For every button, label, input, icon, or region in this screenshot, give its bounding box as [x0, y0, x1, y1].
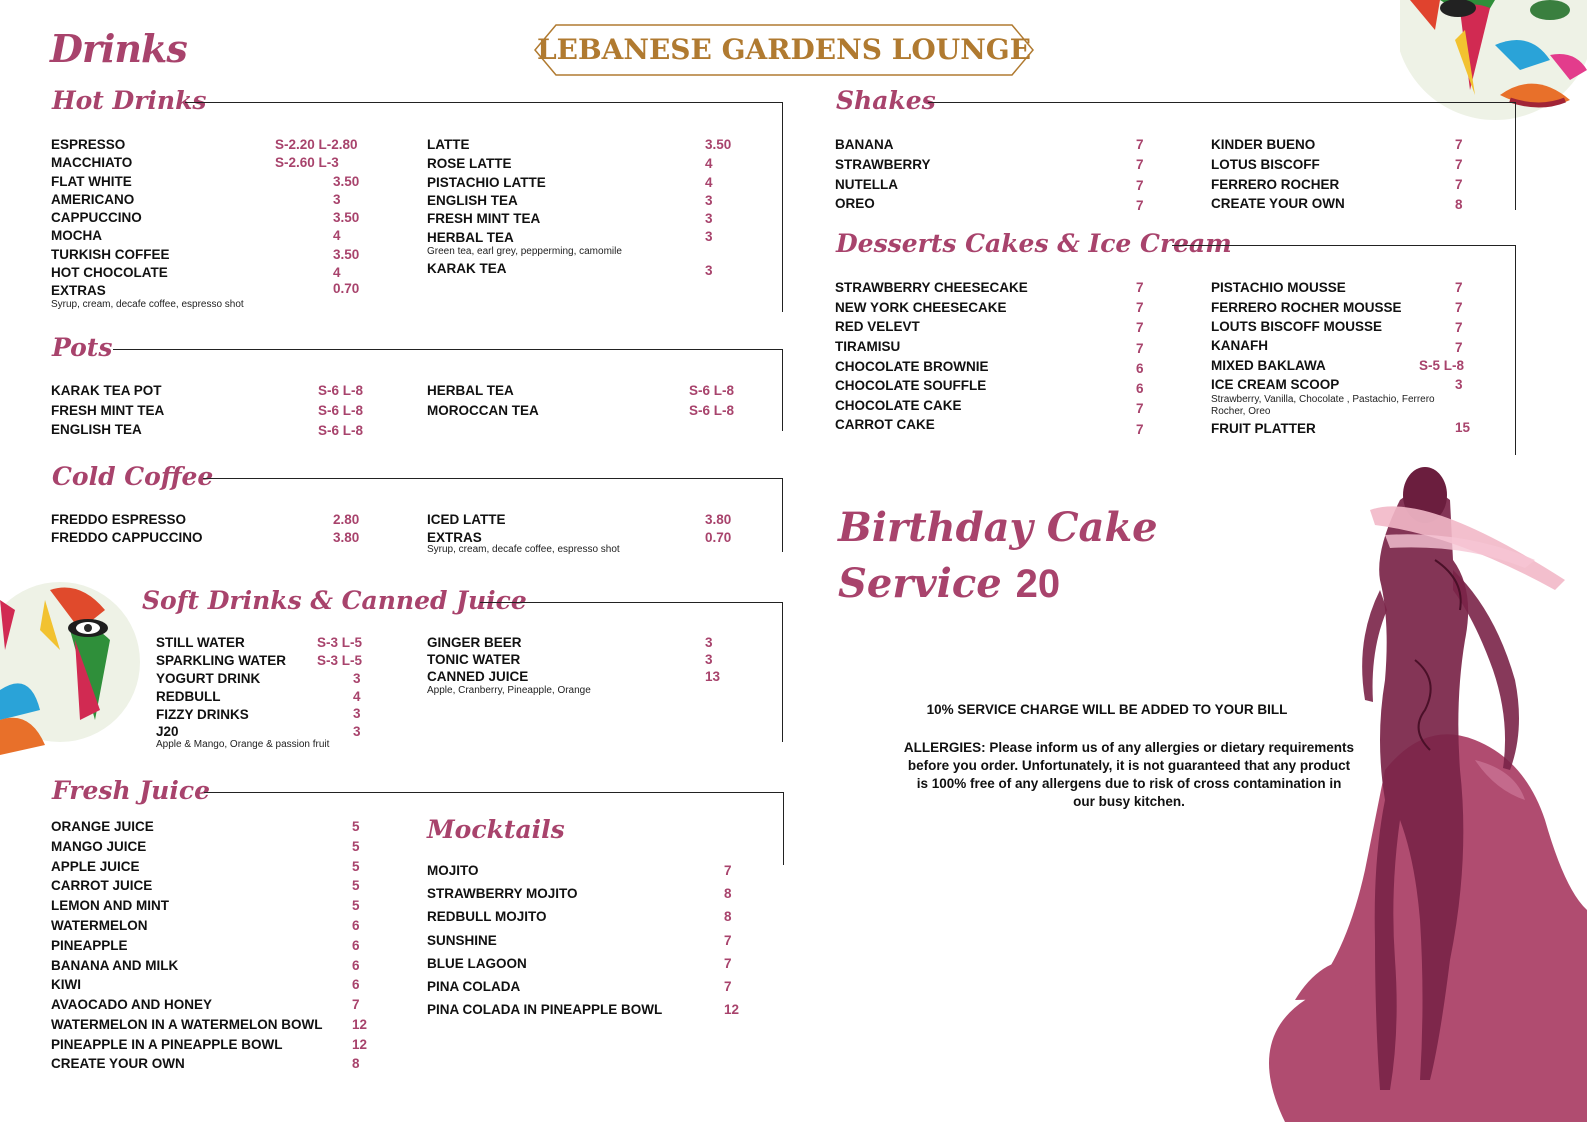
birthday-service-label: Service: [838, 560, 1002, 607]
menu-price: 12: [724, 1002, 740, 1017]
menu-item: HERBAL TEA: [427, 383, 514, 398]
menu-item: LEMON AND MINT: [51, 898, 169, 913]
menu-item: FRUIT PLATTER: [1211, 421, 1316, 436]
menu-price: 6: [352, 958, 360, 973]
menu-price: 7: [1136, 198, 1144, 213]
menu-price: S-6 L-8: [318, 383, 364, 398]
face-art-top-right: [1400, 0, 1587, 125]
cold-coffee-rule: [203, 478, 783, 479]
menu-price: 4: [705, 156, 713, 171]
menu-price: 5: [352, 878, 360, 893]
menu-price: 3: [705, 263, 713, 278]
menu-price: 3: [353, 724, 361, 739]
birthday-cake-line-2: [838, 560, 1060, 607]
menu-price: 7: [724, 956, 732, 971]
menu-price: 7: [724, 863, 732, 878]
menu-price: 7: [1136, 320, 1144, 335]
menu-item: KINDER BUENO: [1211, 137, 1316, 152]
menu-price: 8: [724, 886, 732, 901]
pots-rule: [113, 349, 783, 350]
menu-price: 5: [352, 819, 360, 834]
menu-price: 8: [352, 1056, 360, 1071]
menu-item: AMERICANO: [51, 192, 135, 207]
allergies-line-4: our busy kitchen.: [1073, 794, 1185, 809]
face-art-left: [0, 570, 140, 755]
menu-item: RED VELEVT: [835, 319, 920, 334]
brand-name: LEBANESE GARDENS LOUNGE: [536, 33, 1032, 66]
menu-item: OREO: [835, 196, 875, 211]
menu-price: 6: [352, 918, 360, 933]
menu-price: 4: [705, 175, 713, 190]
desserts-title: Desserts Cakes & Ice Cream: [836, 229, 1232, 258]
menu-item: HERBAL TEA: [427, 230, 514, 245]
menu-item: PINEAPPLE IN A PINEAPPLE BOWL: [51, 1037, 283, 1052]
soft-drinks-rule-vertical: [782, 602, 783, 742]
menu-item: REDBULL: [156, 689, 221, 704]
menu-price: S-2.60 L-3: [275, 155, 339, 170]
menu-price: 7: [1136, 341, 1144, 356]
menu-item: BANANA: [835, 137, 894, 152]
menu-item: FIZZY DRINKS: [156, 707, 249, 722]
menu-item: FRESH MINT TEA: [51, 403, 165, 418]
menu-item: ENGLISH TEA: [427, 193, 518, 208]
menu-item: KARAK TEA: [427, 261, 507, 276]
menu-item: LOTUS BISCOFF: [1211, 157, 1320, 172]
shakes-title: Shakes: [836, 86, 936, 115]
menu-item: CARROT JUICE: [51, 878, 153, 893]
menu-price: 7: [1136, 157, 1144, 172]
menu-price: 3: [353, 706, 361, 721]
menu-item: TIRAMISU: [835, 339, 901, 354]
menu-item: TONIC WATER: [427, 652, 521, 667]
menu-item: PINEAPPLE: [51, 938, 128, 953]
menu-price: 5: [352, 859, 360, 874]
allergies-line-3: is 100% free of any allergens due to risk of cross contamination in: [916, 776, 1342, 791]
menu-item: LOUTS BISCOFF MOUSSE: [1211, 319, 1383, 334]
menu-price: 7: [1455, 300, 1463, 315]
desserts-rule-vertical: [1515, 245, 1516, 455]
menu-item: KARAK TEA POT: [51, 383, 162, 398]
menu-item: ICED LATTE: [427, 512, 506, 527]
menu-price: 12: [352, 1017, 368, 1032]
desserts-rule: [1172, 245, 1516, 246]
brand-banner: [534, 24, 1034, 76]
menu-price: 3.50: [333, 210, 360, 225]
item-note: Strawberry, Vanilla, Chocolate , Pastachio, Ferrero: [1211, 394, 1435, 405]
menu-price: 7: [1455, 177, 1463, 192]
menu-price: 0.70: [333, 281, 360, 296]
menu-item: FERRERO ROCHER: [1211, 177, 1340, 192]
item-note: Apple & Mango, Orange & passion fruit: [156, 739, 330, 750]
menu-item: CREATE YOUR OWN: [1211, 196, 1345, 211]
menu-item: LATTE: [427, 137, 470, 152]
menu-price: 13: [705, 669, 721, 684]
item-note: Rocher, Oreo: [1211, 406, 1271, 417]
menu-price: 7: [1455, 137, 1463, 152]
fresh-juice-title: Fresh Juice: [52, 776, 210, 805]
menu-price: 3.80: [705, 512, 732, 527]
menu-price: 6: [1136, 361, 1144, 376]
menu-item: EXTRAS: [427, 530, 482, 545]
menu-item: STRAWBERRY: [835, 157, 931, 172]
menu-item: SUNSHINE: [427, 933, 497, 948]
menu-price: 5: [352, 839, 360, 854]
menu-item: HOT CHOCOLATE: [51, 265, 168, 280]
menu-item: BLUE LAGOON: [427, 956, 527, 971]
menu-title: Drinks: [50, 26, 187, 71]
menu-item: CARROT CAKE: [835, 417, 935, 432]
menu-price: S-2.20 L-2.80: [275, 137, 358, 152]
menu-price: 7: [352, 997, 360, 1012]
cold-coffee-rule-vertical: [782, 478, 783, 552]
menu-price: 2.80: [333, 512, 360, 527]
menu-price: 5: [352, 898, 360, 913]
menu-item: PISTACHIO MOUSSE: [1211, 280, 1346, 295]
menu-item: FRESH MINT TEA: [427, 211, 541, 226]
menu-item: STRAWBERRY MOJITO: [427, 886, 578, 901]
menu-item: NEW YORK CHEESECAKE: [835, 300, 1007, 315]
menu-item: ORANGE JUICE: [51, 819, 154, 834]
menu-price: 6: [352, 938, 360, 953]
menu-price: 3: [705, 652, 713, 667]
menu-price: S-6 L-8: [318, 403, 364, 418]
menu-price: 7: [724, 933, 732, 948]
cold-coffee-title: Cold Coffee: [52, 462, 214, 491]
menu-item: PISTACHIO LATTE: [427, 175, 546, 190]
menu-item: ROSE LATTE: [427, 156, 512, 171]
menu-item: AVAOCADO AND HONEY: [51, 997, 213, 1012]
item-note: Syrup, cream, decafe coffee, espresso shot: [427, 544, 620, 555]
menu-price: 3.80: [333, 530, 360, 545]
menu-item: FERRERO ROCHER MOUSSE: [1211, 300, 1402, 315]
fresh-juice-rule: [204, 792, 784, 793]
menu-item: APPLE JUICE: [51, 859, 140, 874]
menu-price: 3: [705, 193, 713, 208]
menu-item: MOCHA: [51, 228, 102, 243]
menu-item: MANGO JUICE: [51, 839, 147, 854]
menu-price: 3: [353, 671, 361, 686]
mocktails-title: Mocktails: [427, 815, 565, 844]
menu-item: KANAFH: [1211, 338, 1268, 353]
menu-item: ESPRESSO: [51, 137, 126, 152]
menu-price: 3: [705, 635, 713, 650]
menu-price: S-3 L-5: [317, 635, 363, 650]
menu-item: CAPPUCCINO: [51, 210, 142, 225]
menu-item: PINA COLADA: [427, 979, 521, 994]
menu-price: 7: [1136, 178, 1144, 193]
birthday-service-price: 20: [1015, 562, 1061, 606]
menu-price: 0.70: [705, 530, 732, 545]
soft-drinks-title: Soft Drinks & Canned Juice: [142, 586, 527, 615]
menu-price: 12: [352, 1037, 368, 1052]
menu-item: FLAT WHITE: [51, 174, 132, 189]
menu-item: MIXED BAKLAWA: [1211, 358, 1326, 373]
menu-price: 3: [1455, 377, 1463, 392]
birthday-cake-line-1: Birthday Cake: [838, 504, 1158, 551]
menu-price: 7: [1136, 137, 1144, 152]
item-note: Green tea, earl grey, pepperming, camomile: [427, 246, 622, 257]
menu-item: CHOCOLATE BROWNIE: [835, 359, 989, 374]
menu-item: J20: [156, 724, 179, 739]
menu-price: 8: [1455, 197, 1463, 212]
menu-item: SPARKLING WATER: [156, 653, 286, 668]
menu-item: CHOCOLATE CAKE: [835, 398, 962, 413]
menu-price: 8: [724, 909, 732, 924]
menu-price: 3: [705, 229, 713, 244]
menu-price: S-6 L-8: [689, 383, 735, 398]
menu-item: GINGER BEER: [427, 635, 522, 650]
menu-price: S-3 L-5: [317, 653, 363, 668]
allergies-line-1: ALLERGIES: Please inform us of any allergies or dietary requirements: [903, 740, 1355, 755]
menu-price: 6: [1136, 381, 1144, 396]
menu-price: 3: [705, 211, 713, 226]
menu-item: MOROCCAN TEA: [427, 403, 539, 418]
menu-price: 3.50: [333, 174, 360, 189]
soft-drinks-rule: [480, 602, 783, 603]
menu-item: FREDDO CAPPUCCINO: [51, 530, 203, 545]
menu-price: S-6 L-8: [689, 403, 735, 418]
menu-price: S-6 L-8: [318, 423, 364, 438]
menu-price: 6: [352, 977, 360, 992]
hot-drinks-rule-vertical: [782, 102, 783, 312]
menu-item: WATERMELON: [51, 918, 148, 933]
menu-item: KIWI: [51, 977, 81, 992]
menu-item: ICE CREAM SCOOP: [1211, 377, 1340, 392]
menu-item: NUTELLA: [835, 177, 898, 192]
menu-item: PINA COLADA IN PINEAPPLE BOWL: [427, 1002, 663, 1017]
menu-price: 7: [724, 979, 732, 994]
shakes-rule-vertical: [1515, 102, 1516, 210]
hot-drinks-title: Hot Drinks: [52, 86, 207, 115]
menu-item: MOJITO: [427, 863, 479, 878]
menu-price: 7: [1136, 401, 1144, 416]
menu-price: 7: [1455, 157, 1463, 172]
menu-price: 7: [1136, 280, 1144, 295]
menu-price: 4: [333, 265, 341, 280]
menu-item: CANNED JUICE: [427, 669, 529, 684]
menu-item: BANANA AND MILK: [51, 958, 179, 973]
hot-drinks-rule: [185, 102, 783, 103]
menu-item: YOGURT DRINK: [156, 671, 261, 686]
menu-item: CREATE YOUR OWN: [51, 1056, 185, 1071]
fresh-juice-rule-vertical: [783, 792, 784, 865]
menu-price: 7: [1136, 300, 1144, 315]
item-note: Syrup, cream, decafe coffee, espresso shot: [51, 299, 244, 310]
menu-price: S-5 L-8: [1419, 358, 1465, 373]
service-charge-notice: 10% SERVICE CHARGE WILL BE ADDED TO YOUR BILL: [926, 702, 1288, 717]
menu-item: CHOCOLATE SOUFFLE: [835, 378, 987, 393]
menu-item: REDBULL MOJITO: [427, 909, 547, 924]
menu-price: 7: [1455, 280, 1463, 295]
menu-item: EXTRAS: [51, 283, 106, 298]
menu-price: 4: [353, 689, 361, 704]
menu-price: 7: [1455, 320, 1463, 335]
menu-price: 3: [333, 192, 341, 207]
menu-price: 15: [1455, 420, 1471, 435]
shakes-rule: [928, 102, 1516, 103]
menu-item: ENGLISH TEA: [51, 422, 142, 437]
menu-item: WATERMELON IN A WATERMELON BOWL: [51, 1017, 323, 1032]
pots-title: Pots: [52, 333, 113, 362]
menu-item: MACCHIATO: [51, 155, 133, 170]
menu-price: 3.50: [705, 137, 732, 152]
menu-price: 7: [1136, 422, 1144, 437]
menu-price: 7: [1455, 340, 1463, 355]
menu-item: STILL WATER: [156, 635, 245, 650]
item-note: Apple, Cranberry, Pineapple, Orange: [427, 685, 591, 696]
allergies-line-2: before you order. Unfortunately, it is not guaranteed that any product: [907, 758, 1351, 773]
menu-item: FREDDO ESPRESSO: [51, 512, 187, 527]
menu-price: 3.50: [333, 247, 360, 262]
menu-item: STRAWBERRY CHEESECAKE: [835, 280, 1028, 295]
pots-rule-vertical: [782, 349, 783, 431]
menu-price: 4: [333, 228, 341, 243]
menu-item: TURKISH COFFEE: [51, 247, 170, 262]
